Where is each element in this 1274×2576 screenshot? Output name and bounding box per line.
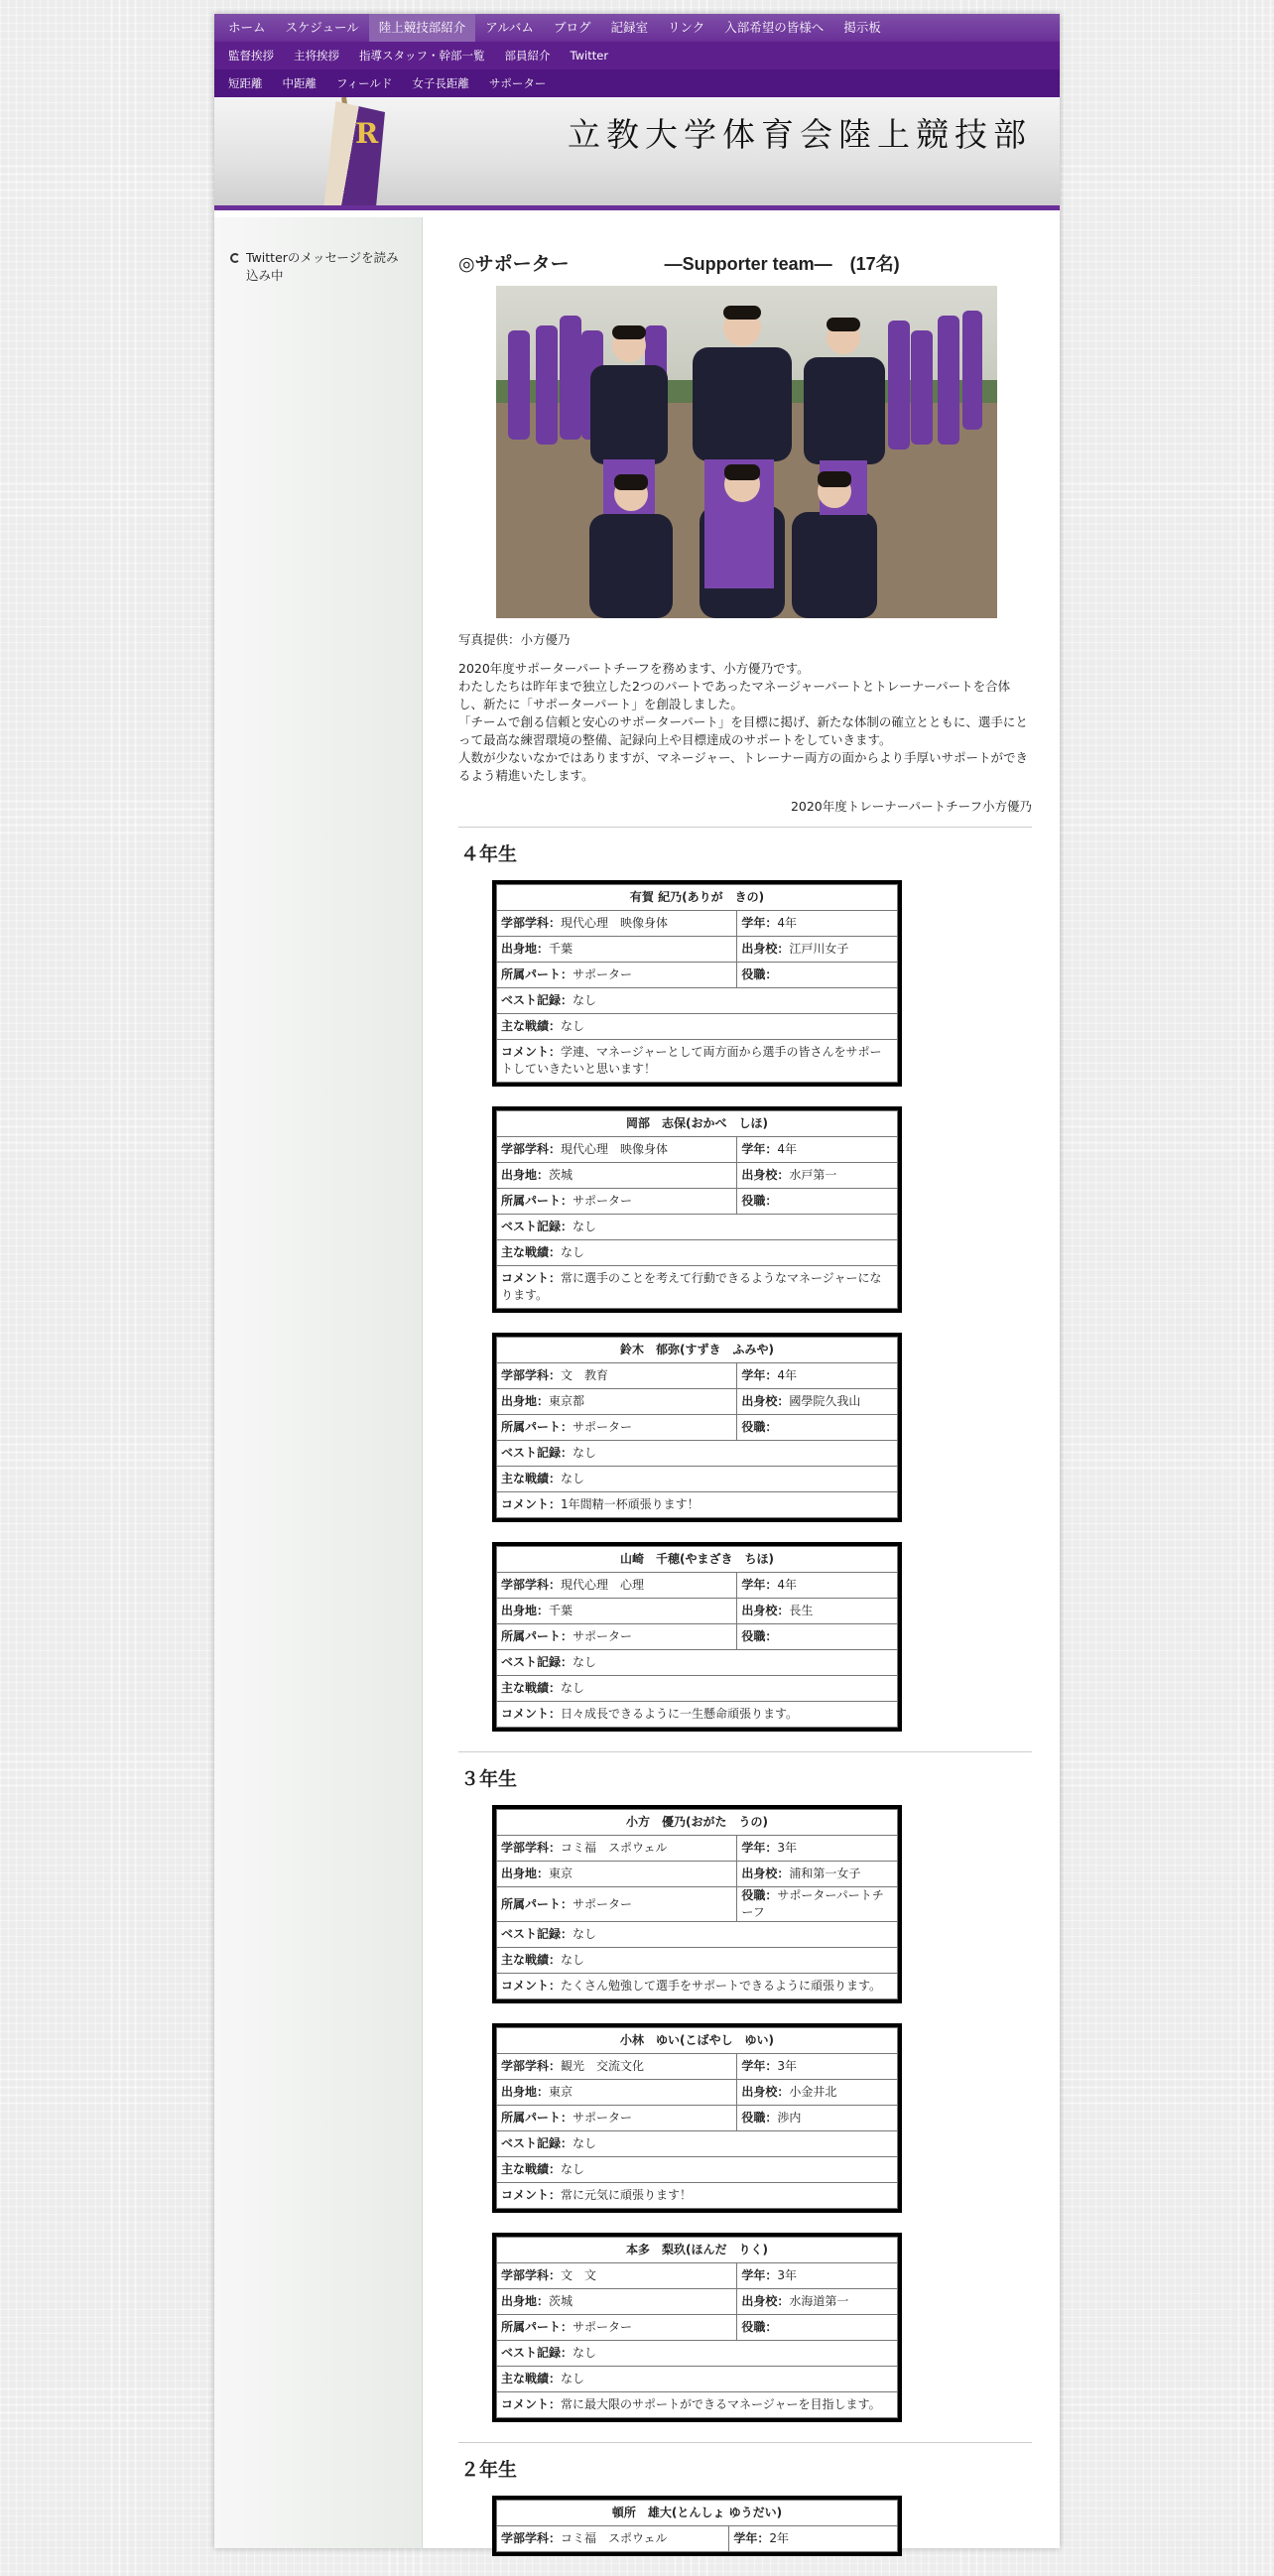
nav-schedule[interactable]: スケジュール [285,20,359,35]
best-record-label: ベスト記録： [501,1927,573,1941]
grade-label: 学年： [741,1578,778,1592]
comment-value: 常に元気に頑張ります！ [561,2188,693,2202]
part-value: サポーター [573,967,633,981]
faculty-label: 学部学科： [501,2531,562,2545]
grade-cell [737,1836,898,1862]
comment-label: コメント： [501,2188,562,2202]
member-name: 小方 優乃(おがた うの) [497,1810,898,1836]
nav-blog[interactable]: ブログ [553,20,591,35]
hometown-cell [497,1389,737,1415]
member-card [492,1805,902,2003]
school-value: 浦和第一女子 [789,1867,861,1880]
hometown-label: 出身地： [501,2294,550,2308]
intro-paragraph: わたしたちは昨年まで独立した2つのパートであったマネージャーパートとトレーナーパートを合体し、新たに「サポーターパート」を創設しました。 [458,679,1011,711]
nav-links[interactable]: リンク [667,20,705,35]
hometown-label: 出身地： [501,1867,550,1880]
role-cell [737,1887,898,1922]
grade-value: 2年 [769,2531,789,2545]
grade-label: 学年： [741,1841,778,1855]
hometown-cell [497,1599,737,1624]
comment-label: コメント： [501,2397,562,2411]
hometown-value: 東京都 [549,1394,585,1408]
school-value: 水戸第一 [789,1168,837,1182]
school-cell [737,2080,898,2106]
member-name: 頓所 雄大(とんしょ ゆうだい) [497,2501,898,2526]
school-label: 出身校： [741,1604,790,1617]
nav-album[interactable]: アルバム [485,20,534,35]
school-cell [737,2289,898,2315]
grade-cell [737,1363,898,1389]
page-container [214,14,1060,2548]
grade-value: 4年 [777,916,798,930]
site-title: 立教大学体育会陸上競技部 [568,115,1032,154]
role-cell [737,2106,898,2131]
hometown-cell [497,2289,737,2315]
role-cell [737,963,898,988]
member-name: 岡部 志保(おかべ しほ) [497,1111,898,1137]
flag-logo: R [355,117,379,150]
nav-members[interactable]: 部員紹介 [504,49,551,63]
member-name: 有賀 紀乃(ありが きの) [497,885,898,911]
member-card [492,2023,902,2213]
faculty-cell [497,1137,737,1163]
nav-records[interactable]: 記録室 [610,20,648,35]
results-cell [497,1676,898,1702]
part-value: サポーター [573,2320,633,2334]
member-name: 山崎 千穂(やまざき ちほ) [497,1547,898,1573]
grade-value: 4年 [777,1142,798,1156]
hometown-value: 東京 [549,1867,573,1880]
nav-club-intro[interactable]: 陸上競技部紹介 [369,14,476,42]
grade-label: 学年： [741,1142,778,1156]
role-cell [737,1189,898,1215]
part-cell [497,1624,737,1650]
nav-row-secondary [214,42,1060,69]
role-label: 役職： [741,2320,778,2334]
role-cell [737,1415,898,1441]
results-cell [497,2367,898,2392]
comment-label: コメント： [501,1045,562,1059]
grade-value: 3年 [777,2268,798,2282]
grade-label: 学年： [741,916,778,930]
nav-join[interactable]: 入部希望の皆様へ [724,20,825,35]
best-record-label: ベスト記録： [501,993,573,1007]
hometown-value: 茨城 [549,2294,573,2308]
results-cell [497,2157,898,2183]
faculty-value: 現代心理 映像身体 [561,1142,669,1156]
role-label: 役職： [741,1420,778,1434]
part-value: サポーター [573,1420,633,1434]
nav-field[interactable]: フィールド [336,76,393,90]
intro-paragraph: 人数が少ないなかではありますが、マネージャー、トレーナー両方の面からより手厚いサポートができるよう精進いたします。 [458,750,1029,783]
comment-cell [497,1266,898,1309]
results-value: なし [561,2162,585,2176]
photo-caption: 写真提供：小方優乃 [458,632,571,647]
part-label: 所属パート： [501,1420,573,1434]
nav-women-long-distance[interactable]: 女子長距離 [412,76,469,90]
best-record-value: なし [573,1927,597,1941]
results-value: なし [561,2372,585,2385]
faculty-label: 学部学科： [501,2059,562,2073]
comment-cell [497,1702,898,1728]
comment-label: コメント： [501,1271,562,1285]
faculty-value: 観光 交流文化 [561,2059,645,2073]
comment-label: コメント： [501,1979,562,1993]
nav-board[interactable]: 掲示板 [843,20,881,35]
member-card [492,1106,902,1313]
faculty-value: 文 文 [561,2268,597,2282]
nav-coach-greeting[interactable]: 監督挨拶 [228,49,274,63]
comment-cell [497,1974,898,1999]
school-value: 長生 [789,1604,814,1617]
results-value: なし [561,1019,585,1033]
part-value: サポーター [573,1194,633,1208]
results-cell [497,1014,898,1040]
school-label: 出身校： [741,1394,790,1408]
results-value: なし [561,1472,585,1485]
best-record-label: ベスト記録： [501,2136,573,2150]
part-cell [497,1189,737,1215]
school-label: 出身校： [741,942,790,956]
faculty-label: 学部学科： [501,916,562,930]
results-cell [497,1948,898,1974]
grade-cell [737,1573,898,1599]
best-record-cell [497,1650,898,1676]
part-label: 所属パート： [501,2111,573,2125]
twitter-loading-text: Twitterのメッセージを読み込み中 [246,250,399,283]
role-value: サポーターパートチーフ [741,1888,884,1919]
hometown-value: 千葉 [549,1604,573,1617]
hometown-cell [497,1163,737,1189]
header-banner [214,97,1060,210]
faculty-cell [497,1836,737,1862]
hometown-label: 出身地： [501,2085,550,2099]
comment-value: 常に選手のことを考えて行動できるようなマネージャーになります。 [501,1271,882,1302]
faculty-value: 現代心理 映像身体 [561,916,669,930]
best-record-value: なし [573,2346,597,2360]
hometown-value: 千葉 [549,942,573,956]
faculty-label: 学部学科： [501,1841,562,1855]
school-value: 江戸川女子 [789,942,849,956]
grade-heading: ４年生 [460,843,518,865]
grade-cell [737,911,898,937]
nav-row-tertiary [214,69,1060,97]
results-cell [497,1240,898,1266]
grade-heading: ３年生 [460,1768,518,1790]
comment-value: 学連、マネージャーとして両方面から選手の皆さんをサポートしていきたいと思います！ [501,1045,882,1076]
grade-value: 4年 [777,1368,798,1382]
intro-paragraph: 「チームで創る信頼と安心のサポーターパート」を目標に掲げ、新たな体制の確立とともに、選手にとって最高な練習環境の整備、記録向上や目標達成のサポートをしていきます。 [458,714,1028,747]
nav-row-primary [214,14,1060,42]
best-record-value: なし [573,1655,597,1669]
grade-cell [737,2054,898,2080]
sidebar [214,217,423,2548]
hometown-cell [497,1862,737,1887]
role-label: 役職： [741,1629,778,1643]
results-label: 主な戦績： [501,1681,562,1695]
grade-value: 3年 [777,2059,798,2073]
nav-staff-list[interactable]: 指導スタッフ・幹部一覧 [359,49,485,63]
comment-cell [497,1492,898,1518]
divider [458,827,1032,828]
intro-signature: 2020年度トレーナーパートチーフ小方優乃 [790,799,1032,814]
member-card [492,880,902,1087]
divider [458,2442,1032,2443]
part-label: 所属パート： [501,967,573,981]
nav-sprint[interactable]: 短距離 [228,76,263,90]
twitter-widget [230,249,399,285]
comment-value: 常に最大限のサポートができるマネージャーを目指します。 [561,2397,881,2411]
faculty-label: 学部学科： [501,1368,562,1382]
divider [458,1751,1032,1752]
member-card [492,1542,902,1732]
nav-twitter[interactable]: Twitter [570,49,609,63]
grade-heading: ２年生 [460,2459,518,2481]
hometown-cell [497,2080,737,2106]
results-cell [497,1467,898,1492]
school-value: 小金井北 [789,2085,837,2099]
part-label: 所属パート： [501,2320,573,2334]
nav-captain-greeting[interactable]: 主将挨拶 [294,49,339,63]
comment-value: たくさん勉強して選手をサポートできるように頑張ります。 [561,1979,882,1993]
faculty-value: コミ福 スポウェル [561,1841,668,1855]
grade-cell [737,1137,898,1163]
school-cell [737,1163,898,1189]
results-label: 主な戦績： [501,1953,562,1967]
results-label: 主な戦績： [501,1472,562,1485]
best-record-value: なし [573,993,597,1007]
comment-value: 1年間精一杯頑張ります！ [561,1497,700,1511]
best-record-value: なし [573,2136,597,2150]
member-sections [458,839,1032,2556]
faculty-cell [497,2054,737,2080]
member-card [492,1333,902,1522]
faculty-label: 学部学科： [501,1578,562,1592]
school-label: 出身校： [741,1168,790,1182]
role-label: 役職： [741,1888,778,1902]
member-name: 小林 ゆい(こばやし ゆい) [497,2028,898,2054]
best-record-value: なし [573,1220,597,1233]
part-cell [497,963,737,988]
school-label: 出身校： [741,1867,790,1880]
grade-label: 学年： [741,2059,778,2073]
school-label: 出身校： [741,2085,790,2099]
best-record-cell [497,2131,898,2157]
faculty-value: 現代心理 心理 [561,1578,645,1592]
hometown-value: 東京 [549,2085,573,2099]
part-value: サポーター [573,1629,633,1643]
best-record-cell [497,1441,898,1467]
best-record-cell [497,988,898,1014]
school-cell [737,1862,898,1887]
loading-spinner-icon [230,253,240,263]
member-name: 鈴木 郁弥(すずき ふみや) [497,1338,898,1363]
results-value: なし [561,1681,585,1695]
results-label: 主な戦績： [501,1245,562,1259]
best-record-label: ベスト記録： [501,1655,573,1669]
role-label: 役職： [741,1194,778,1208]
faculty-cell [497,1573,737,1599]
comment-value: 日々成長できるように一生懸命頑張ります。 [561,1707,799,1721]
page-title-sub: ―Supporter team― (17名) [664,254,900,274]
part-label: 所属パート： [501,1896,573,1911]
faculty-value: コミ福 スポウェル [561,2531,668,2545]
hometown-label: 出身地： [501,942,550,956]
member-name: 本多 梨玖(ほんだ りく) [497,2238,898,2263]
main-content [458,217,1032,2576]
comment-label: コメント： [501,1707,562,1721]
school-cell [737,937,898,963]
best-record-value: なし [573,1446,597,1460]
nav-supporter[interactable]: サポーター [488,76,547,90]
faculty-label: 学部学科： [501,2268,562,2282]
best-record-label: ベスト記録： [501,1220,573,1233]
nav-home[interactable]: ホーム [228,20,266,35]
nav-middle-distance[interactable]: 中距離 [282,76,317,90]
member-card [492,2496,902,2556]
role-label: 役職： [741,967,778,981]
best-record-cell [497,2341,898,2367]
part-cell [497,2315,737,2341]
intro-text [458,660,1032,785]
school-cell [737,1389,898,1415]
school-label: 出身校： [741,2294,790,2308]
best-record-label: ベスト記録： [501,2346,573,2360]
part-value: サポーター [573,2111,633,2125]
grade-label: 学年： [741,1368,778,1382]
grade-cell [737,2263,898,2289]
school-value: 水海道第一 [789,2294,849,2308]
results-label: 主な戦績： [501,2372,562,2385]
results-label: 主な戦績： [501,1019,562,1033]
role-cell [737,2315,898,2341]
part-label: 所属パート： [501,1194,573,1208]
grade-value: 3年 [777,1841,798,1855]
part-value: サポーター [573,1896,633,1911]
page-title [458,249,1032,276]
hometown-cell [497,937,737,963]
page-title-main: ◎サポーター [458,253,570,275]
results-label: 主な戦績： [501,2162,562,2176]
team-photo [496,286,997,618]
part-cell [497,1415,737,1441]
faculty-cell [497,2263,737,2289]
hometown-value: 茨城 [549,1168,573,1182]
best-record-cell [497,1215,898,1240]
hometown-label: 出身地： [501,1168,550,1182]
hometown-label: 出身地： [501,1394,550,1408]
grade-label: 学年： [741,2268,778,2282]
hometown-label: 出身地： [501,1604,550,1617]
intro-paragraph: 2020年度サポーターパートチーフを務めます、小方優乃です。 [458,661,810,676]
role-cell [737,1624,898,1650]
faculty-cell [497,911,737,937]
role-value: 渉内 [777,2111,802,2125]
faculty-label: 学部学科： [501,1142,562,1156]
school-cell [737,1599,898,1624]
grade-label: 学年： [733,2531,770,2545]
part-label: 所属パート： [501,1629,573,1643]
comment-cell [497,2183,898,2209]
comment-cell [497,2392,898,2418]
role-label: 役職： [741,2111,778,2125]
faculty-cell [497,1363,737,1389]
comment-label: コメント： [501,1497,562,1511]
faculty-value: 文 教育 [561,1368,609,1382]
best-record-label: ベスト記録： [501,1446,573,1460]
school-value: 國學院久我山 [789,1394,861,1408]
part-cell [497,1887,737,1922]
part-cell [497,2106,737,2131]
results-value: なし [561,1953,585,1967]
main-nav [214,14,1060,97]
best-record-cell [497,1922,898,1948]
comment-cell [497,1040,898,1083]
results-value: なし [561,1245,585,1259]
member-card [492,2233,902,2422]
grade-value: 4年 [777,1578,798,1592]
